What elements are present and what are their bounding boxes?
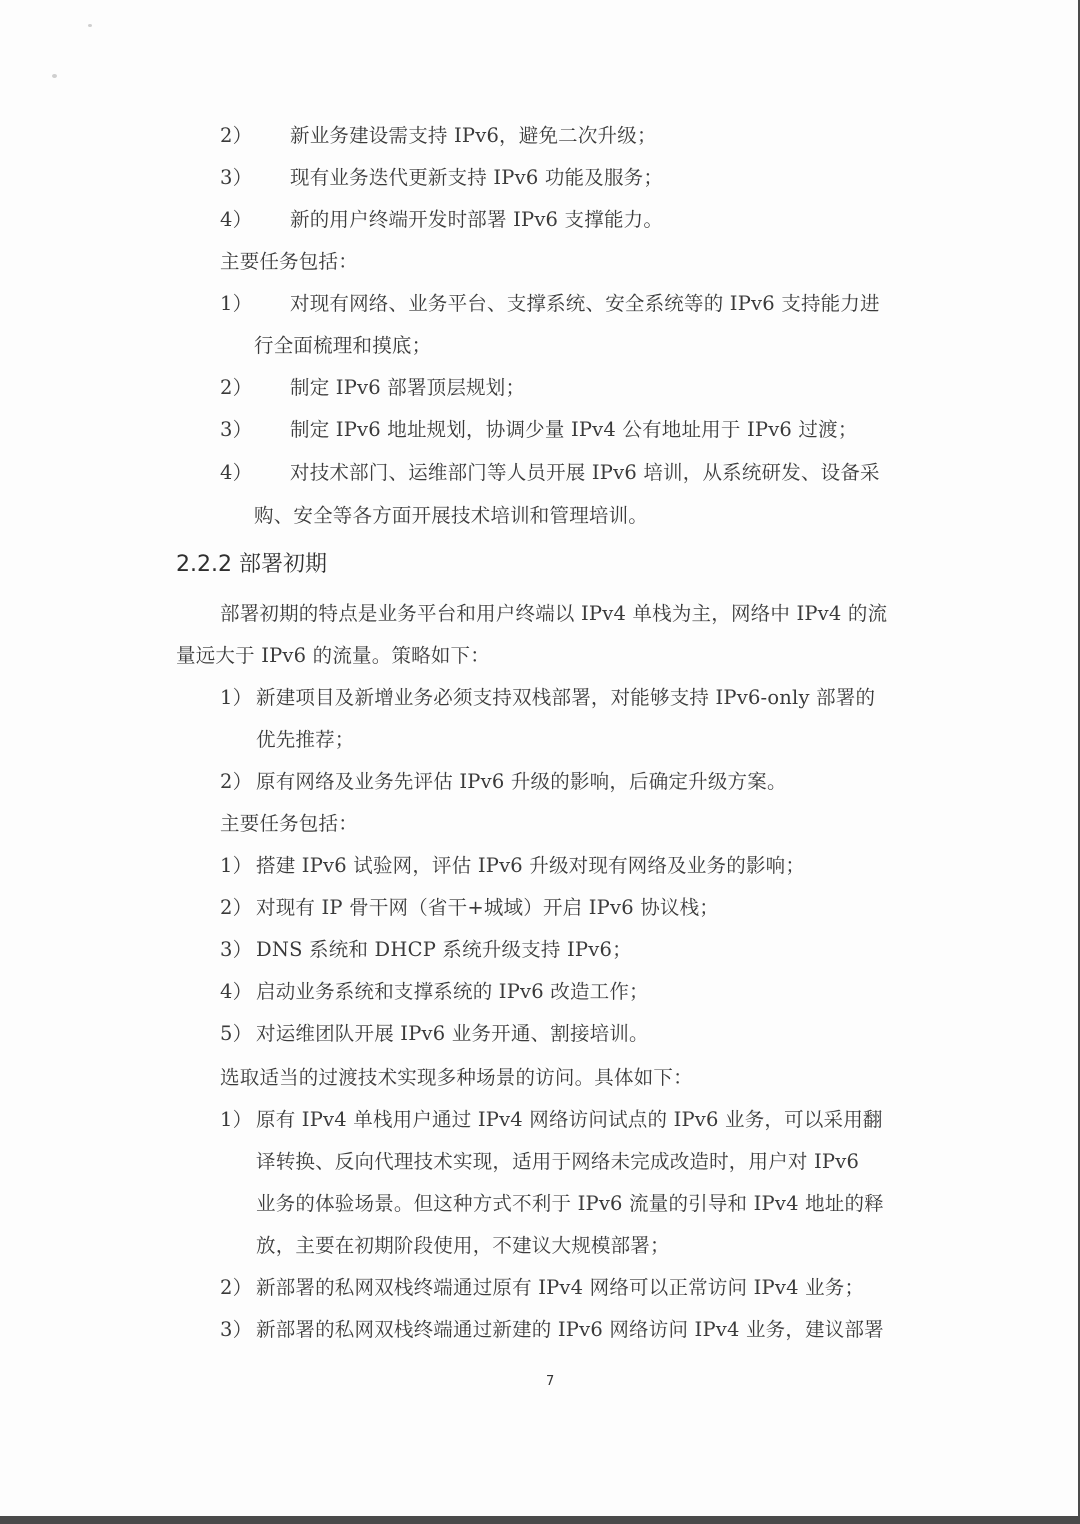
list-text: 购、安全等各方面开展技术培训和管理培训。 — [254, 504, 649, 527]
list-text: 对现有网络、业务平台、支撑系统、安全系统等的 IPv6 支持能力进 — [290, 292, 880, 315]
list-text: 新部署的私网双栈终端通过新建的 IPv6 网络访问 IPv4 业务，建议部署 — [256, 1318, 884, 1341]
list-number: 3） — [220, 938, 253, 961]
list-text: 制定 IPv6 部署顶层规划； — [290, 376, 526, 399]
list-text: 搭建 IPv6 试验网，评估 IPv6 升级对现有网络及业务的影响； — [256, 854, 806, 877]
list-number: 1） — [220, 1108, 253, 1131]
list-text: 放，主要在初期阶段使用，不建议大规模部署； — [256, 1234, 670, 1257]
list-number: 4） — [220, 208, 253, 231]
scan-speck — [88, 24, 92, 27]
list-number: 2） — [220, 770, 253, 793]
list-number: 2） — [220, 124, 253, 147]
list-number: 2） — [220, 1276, 253, 1299]
list-number: 3） — [220, 418, 253, 441]
list-text: 对技术部门、运维部门等人员开展 IPv6 培训，从系统研发、设备采 — [290, 461, 880, 484]
list-text: 优先推荐； — [256, 728, 355, 751]
list-text: 对运维团队开展 IPv6 业务开通、割接培训。 — [256, 1022, 649, 1045]
list-text: 原有 IPv4 单栈用户通过 IPv4 网络访问试点的 IPv6 业务，可以采用翻 — [256, 1108, 883, 1131]
list-text: 译转换、反向代理技术实现，适用于网络未完成改造时，用户对 IPv6 — [256, 1150, 860, 1173]
list-number: 4） — [220, 461, 253, 484]
list-text: 行全面梳理和摸底； — [254, 334, 432, 357]
list-number: 1） — [220, 686, 253, 709]
page-bottom-border — [0, 1516, 1080, 1524]
scan-speck — [52, 74, 57, 78]
paragraph-text: 选取适当的过渡技术实现多种场景的访问。具体如下： — [220, 1066, 693, 1089]
section-heading: 2.2.2 部署初期 — [176, 552, 327, 577]
list-number: 5） — [220, 1022, 253, 1045]
list-text: 新部署的私网双栈终端通过原有 IPv4 网络可以正常访问 IPv4 业务； — [256, 1276, 865, 1299]
list-text: 对现有 IP 骨干网（省干+城域）开启 IPv6 协议栈； — [256, 896, 720, 919]
list-text: DNS 系统和 DHCP 系统升级支持 IPv6； — [256, 938, 632, 961]
list-text: 现有业务迭代更新支持 IPv6 功能及服务； — [290, 166, 664, 189]
list-text: 业务的体验场景。但这种方式不利于 IPv6 流量的引导和 IPv4 地址的释 — [256, 1192, 884, 1215]
list-text: 启动业务系统和支撑系统的 IPv6 改造工作； — [256, 980, 649, 1003]
paragraph-text: 部署初期的特点是业务平台和用户终端以 IPv4 单栈为主，网络中 IPv4 的流 — [220, 602, 888, 625]
list-text: 新业务建设需支持 IPv6，避免二次升级； — [290, 124, 657, 147]
list-text: 原有网络及业务先评估 IPv6 升级的影响，后确定升级方案。 — [256, 770, 787, 793]
tasks-intro-text: 主要任务包括： — [220, 812, 358, 835]
list-text: 制定 IPv6 地址规划，协调少量 IPv4 公有地址用于 IPv6 过渡； — [290, 418, 858, 441]
page-number: 7 — [546, 1374, 555, 1389]
list-number: 4） — [220, 980, 253, 1003]
list-number: 2） — [220, 896, 253, 919]
list-number: 1） — [220, 854, 253, 877]
list-number: 3） — [220, 166, 253, 189]
list-number: 2） — [220, 376, 253, 399]
paragraph-text: 量远大于 IPv6 的流量。策略如下： — [176, 644, 490, 667]
list-number: 1） — [220, 292, 253, 315]
list-text: 新的用户终端开发时部署 IPv6 支撑能力。 — [290, 208, 664, 231]
tasks-intro-text: 主要任务包括： — [220, 250, 358, 273]
list-text: 新建项目及新增业务必须支持双栈部署，对能够支持 IPv6-only 部署的 — [256, 686, 876, 709]
list-number: 3） — [220, 1318, 253, 1341]
